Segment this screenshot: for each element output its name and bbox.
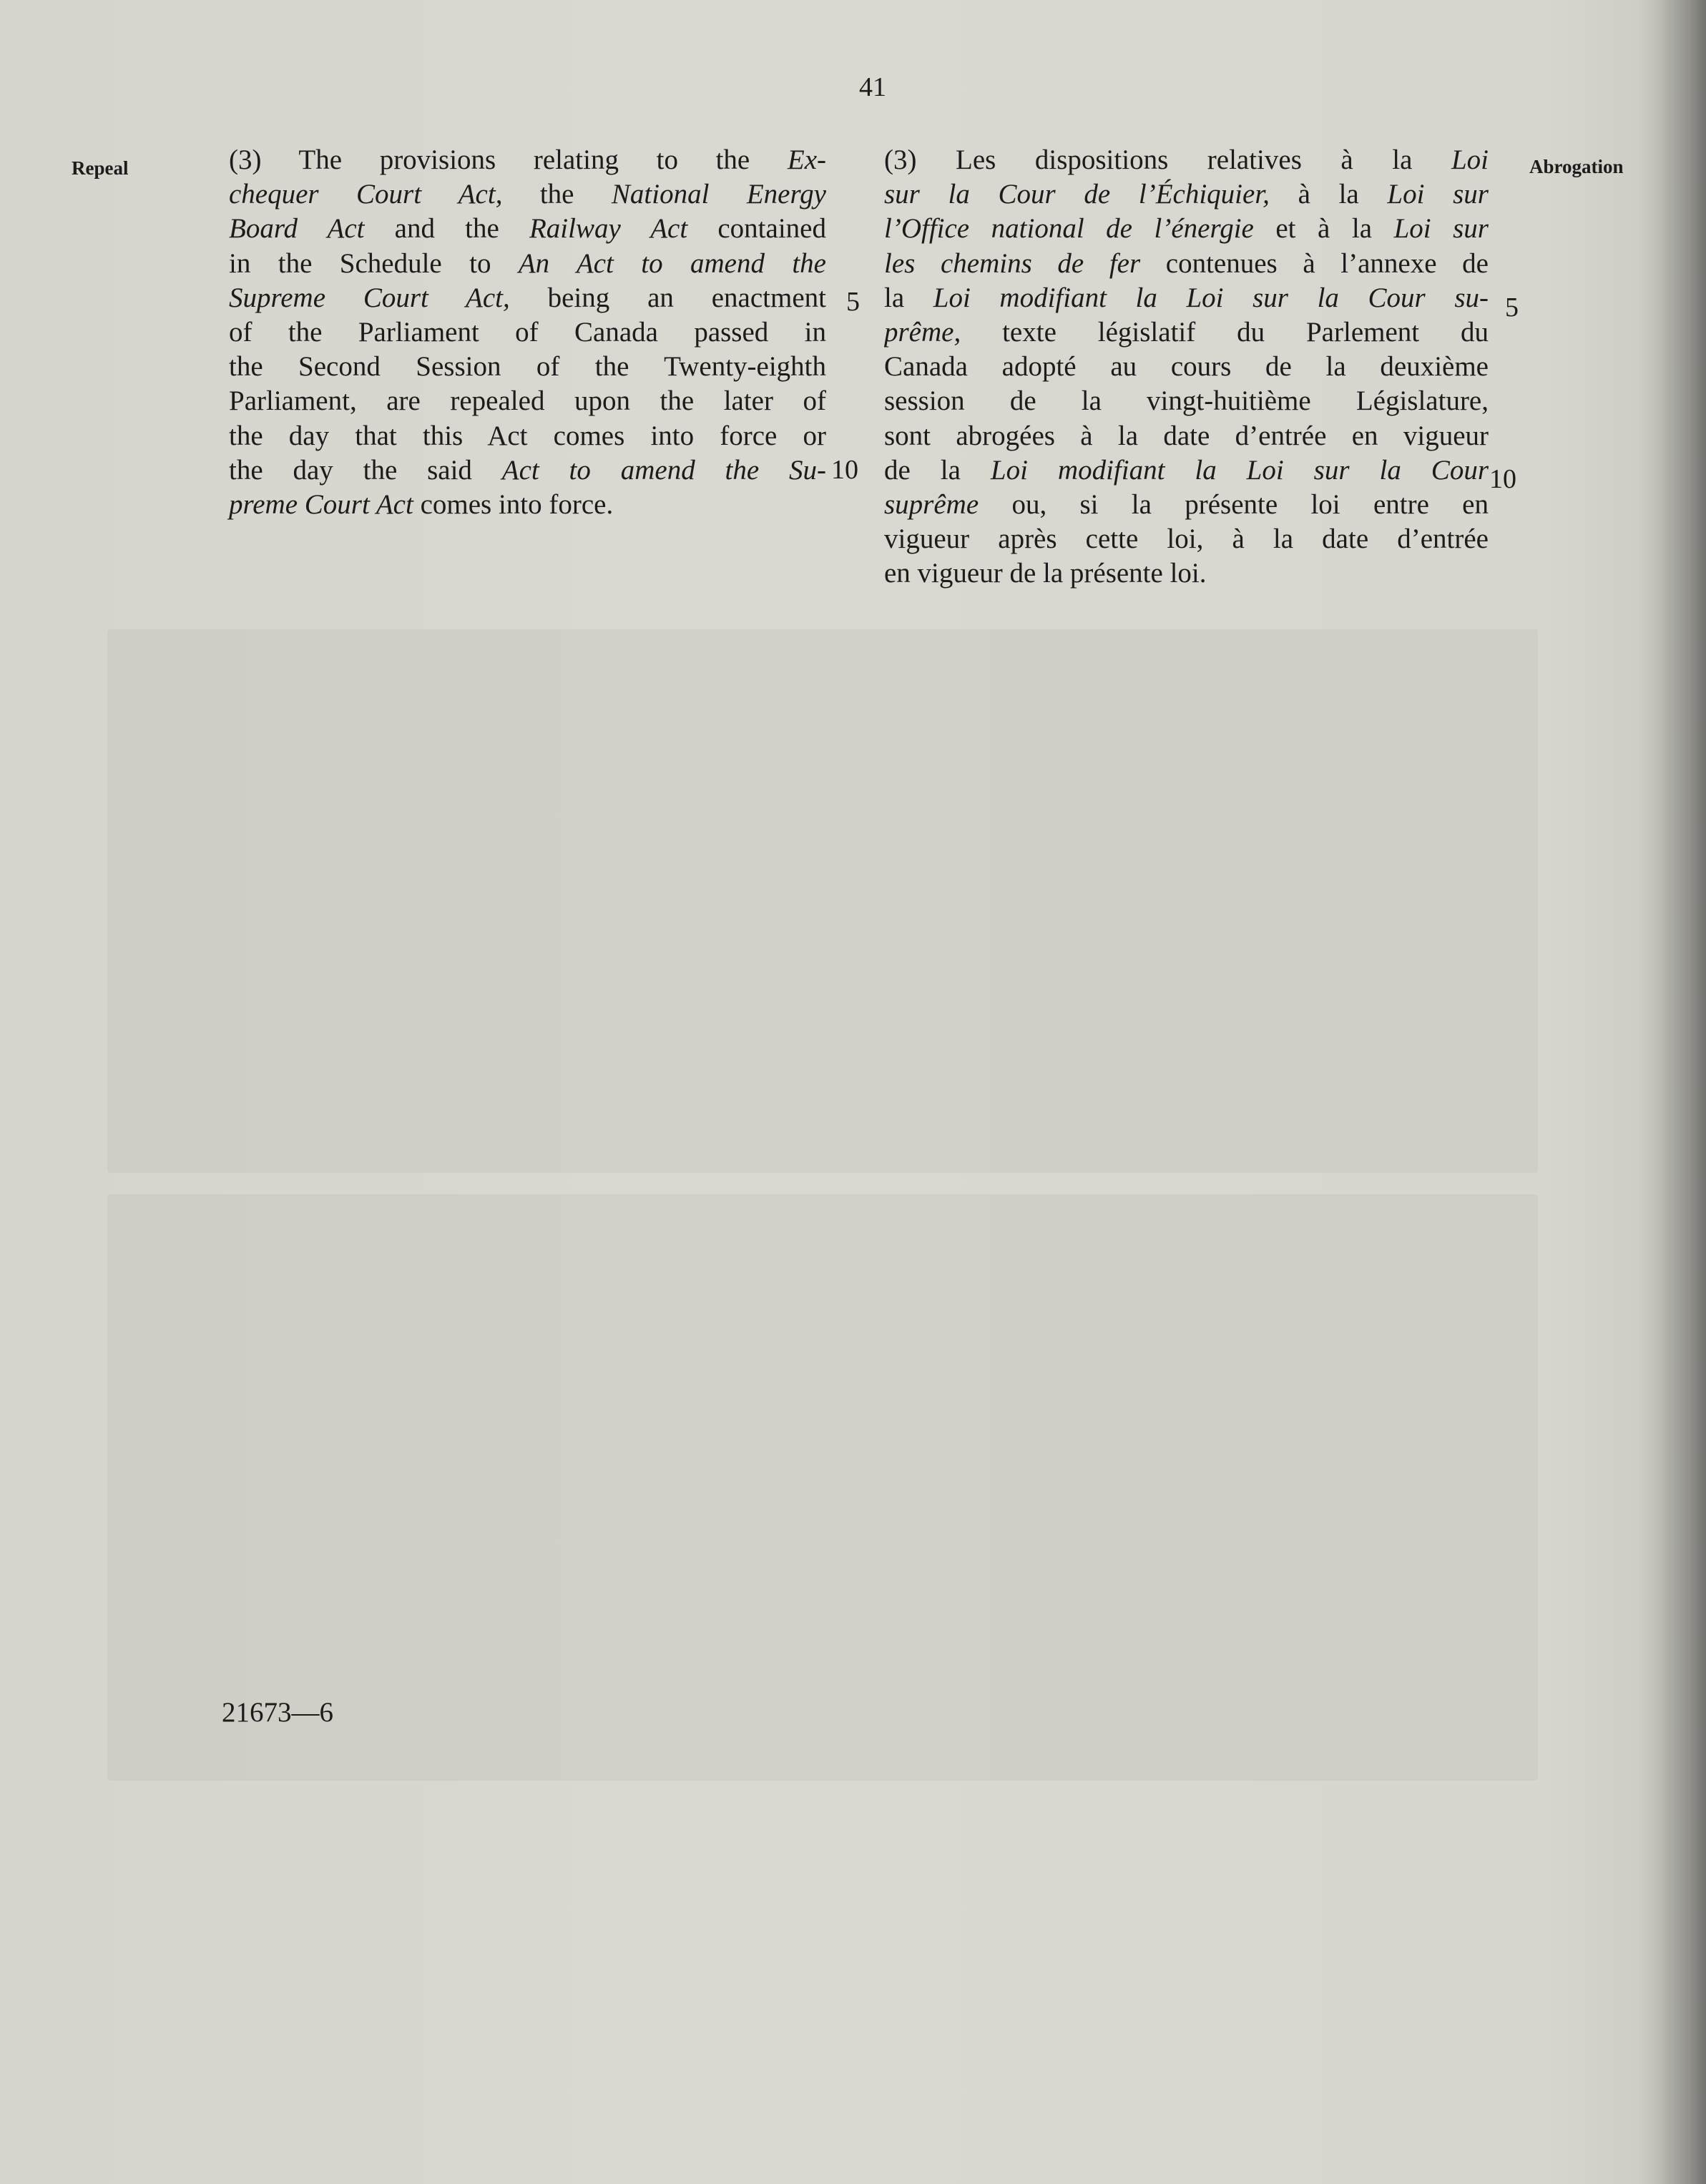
english-line <box>229 453 826 488</box>
french-text-run: vigueur après cette loi, à la date d’entrée <box>884 523 1489 555</box>
english-text-run: Supreme Court Act, <box>229 282 510 313</box>
margin-note-repeal: Repeal <box>72 157 129 179</box>
english-text-run: chequer Court Act, <box>229 179 503 210</box>
english-text-run: being an enactment <box>509 282 826 313</box>
french-text-run: session de la vingt-huitième Législature, <box>884 385 1489 417</box>
footer-code: 21673—6 <box>222 1697 333 1728</box>
french-line <box>884 522 1489 556</box>
french-line <box>884 247 1489 281</box>
french-text-run: Canada adopté au cours de la deuxième <box>884 351 1489 383</box>
french-text-run: sont abrogées à la date d’entrée en vigueur <box>884 420 1489 451</box>
english-column <box>229 143 826 522</box>
french-text-run: texte législatif du Parlement du <box>961 316 1489 348</box>
french-line <box>884 177 1489 212</box>
french-line <box>884 281 1489 315</box>
english-text-run: contained <box>687 213 826 245</box>
french-text-run: prême, <box>884 316 961 348</box>
french-text-run: ou, si la présente loi entre en <box>979 488 1489 520</box>
english-line <box>229 384 826 418</box>
french-text-run: la <box>884 282 933 313</box>
english-line <box>229 281 826 315</box>
english-text-run: comes into force. <box>413 488 614 520</box>
french-line <box>884 143 1489 177</box>
french-line <box>884 315 1489 350</box>
french-text-run: de la <box>884 454 991 486</box>
french-line <box>884 350 1489 384</box>
french-text-run: l’Office national de l’énergie <box>884 213 1254 245</box>
english-text-run: (3) The provisions relating to the <box>229 144 788 175</box>
english-text-run: Ex- <box>787 144 826 175</box>
french-line <box>884 453 1489 488</box>
english-text-run: of the Parliament of Canada passed in <box>229 316 826 348</box>
english-text-run: the day that this Act comes into force or <box>229 420 826 451</box>
english-line <box>229 488 826 522</box>
english-text-run: Parliament, are repealed upon the later of <box>229 385 826 417</box>
english-line <box>229 177 826 212</box>
english-text-run: An Act to amend the <box>518 247 826 279</box>
english-text-run: National Energy <box>611 179 826 210</box>
english-line <box>229 247 826 281</box>
english-text-run: the day the said <box>229 454 502 486</box>
english-line-number-10: 10 <box>831 455 858 485</box>
french-text-run: Loi <box>1451 144 1489 175</box>
french-line <box>884 212 1489 246</box>
page-edge-shadow <box>1656 0 1706 2184</box>
french-text-run: à la <box>1269 179 1388 210</box>
french-text-run: Loi modifiant la Loi sur la Cour su- <box>933 282 1489 313</box>
english-line-number-5: 5 <box>846 287 860 317</box>
french-line <box>884 419 1489 453</box>
english-text-run: Act to amend the Su- <box>501 454 826 486</box>
margin-note-abrogation: Abrogation <box>1529 156 1624 177</box>
english-text-run: the Second Session of the Twenty-eighth <box>229 351 826 383</box>
french-line <box>884 384 1489 418</box>
english-text-run: preme Court Act <box>229 488 413 520</box>
english-line <box>229 143 826 177</box>
english-line <box>229 315 826 350</box>
french-text-run: suprême <box>884 488 979 520</box>
french-text-run: Loi sur <box>1387 179 1489 210</box>
english-text-run: in the Schedule to <box>229 247 519 279</box>
french-text-run: les chemins de fer <box>884 247 1141 279</box>
english-line <box>229 212 826 246</box>
french-text-run: contenues à l’annexe de <box>1140 247 1489 279</box>
french-line <box>884 556 1489 591</box>
french-line-number-5: 5 <box>1505 292 1519 323</box>
english-text-run: the <box>502 179 612 210</box>
english-line <box>229 419 826 453</box>
french-text-run: en vigueur de la présente loi. <box>884 558 1207 589</box>
page-number: 41 <box>859 72 886 102</box>
french-column <box>884 143 1489 591</box>
english-line <box>229 350 826 384</box>
english-text-run: Railway Act <box>529 213 688 245</box>
french-text-run: et à la <box>1253 213 1394 245</box>
french-line-number-10: 10 <box>1489 464 1516 494</box>
french-text-run: Loi modifiant la Loi sur la Cour <box>990 454 1489 486</box>
bleed-through-area <box>107 629 1538 1173</box>
english-text-run: Board Act <box>229 213 365 245</box>
english-text-run: and the <box>364 213 529 245</box>
french-text-run: Loi sur <box>1393 213 1489 245</box>
french-line <box>884 488 1489 522</box>
french-text-run: sur la Cour de l’Échiquier, <box>884 179 1270 210</box>
french-text-run: (3) Les dispositions relatives à la <box>884 144 1451 175</box>
bleed-through-area-lower <box>107 1194 1538 1781</box>
